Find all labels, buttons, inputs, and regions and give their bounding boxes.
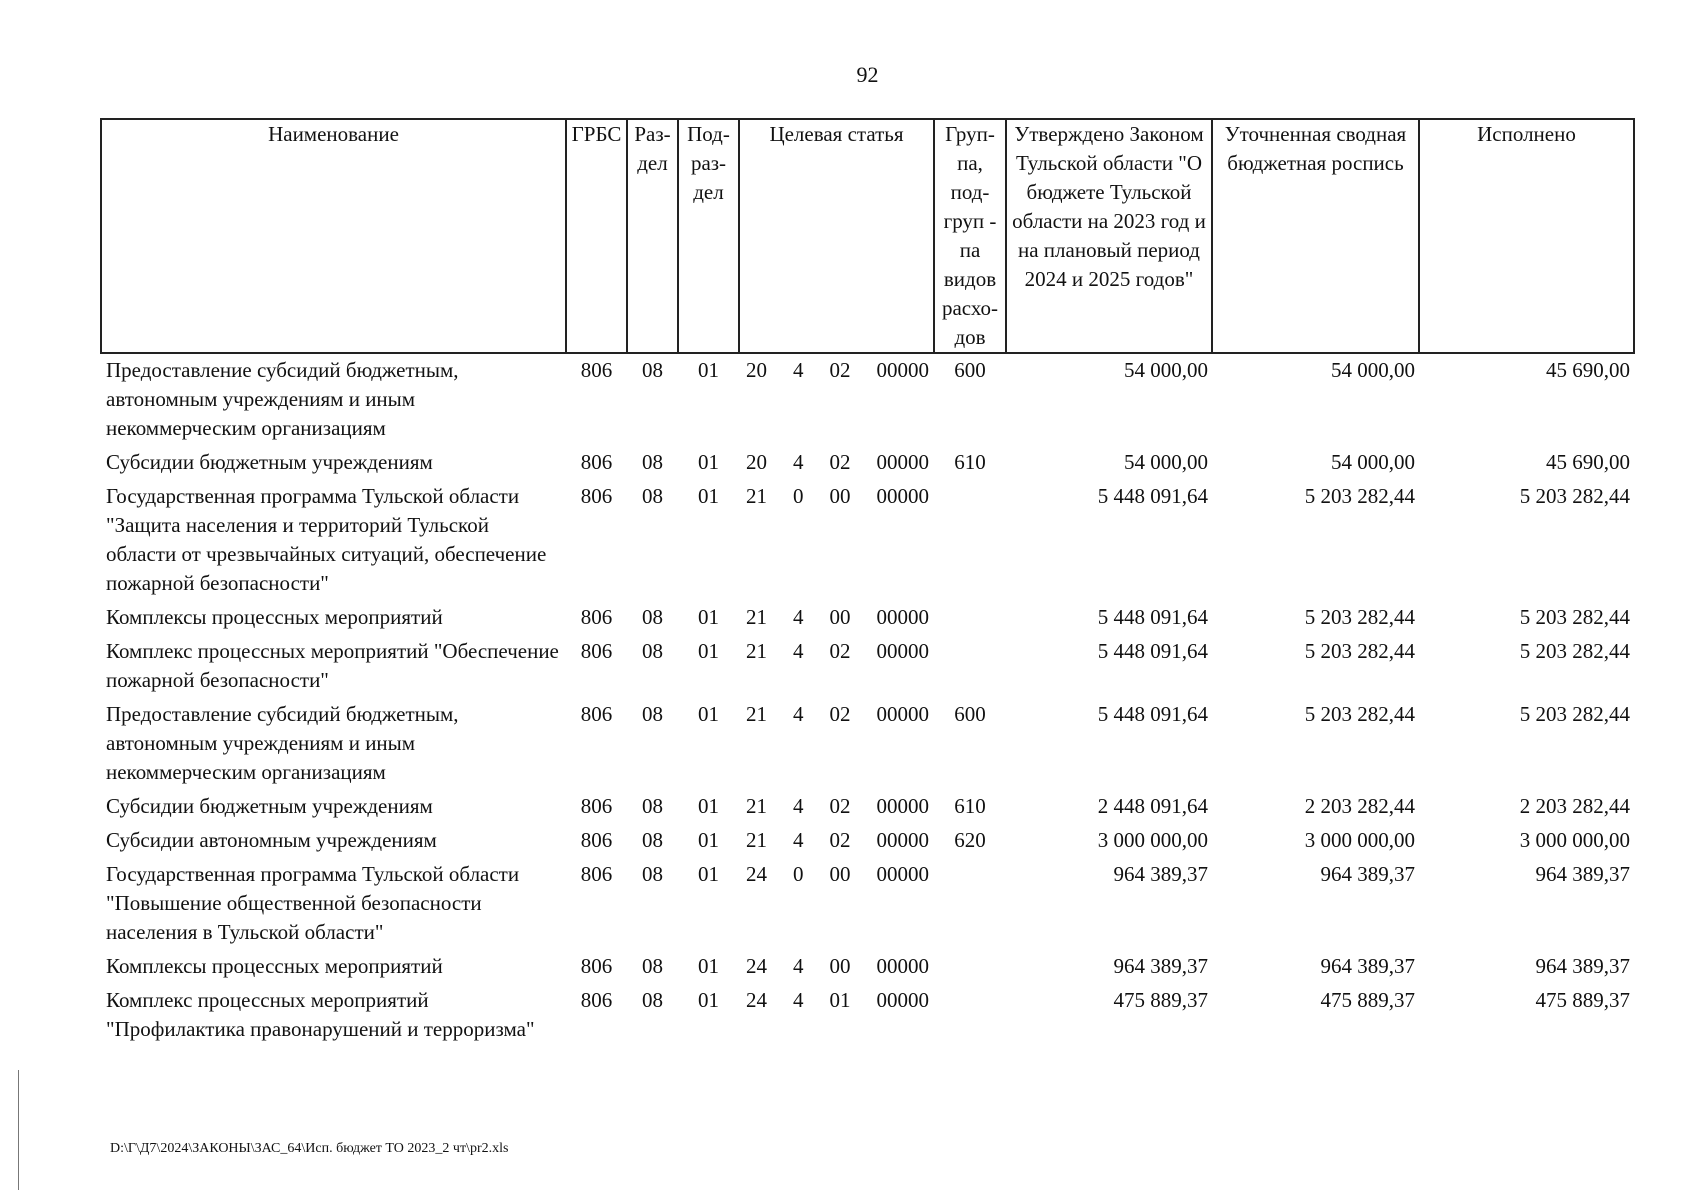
- cell-grbs: 806: [580, 639, 613, 663]
- table-body: [101, 353, 1634, 1049]
- target-article-part-1: 21: [746, 794, 767, 818]
- cell-refined: 5 203 282,44: [1304, 484, 1415, 508]
- cell-razdel: 08: [642, 358, 663, 382]
- table-row: [101, 792, 1634, 826]
- cell-podrazdel: 01: [698, 988, 719, 1012]
- cell-grbs: 806: [580, 862, 613, 886]
- cell-group: 620: [954, 828, 986, 852]
- cell-refined: 54 000,00: [1331, 450, 1415, 474]
- target-article-part-4: 00000: [876, 988, 929, 1012]
- table-row: [101, 448, 1634, 482]
- target-article-part-3: 02: [829, 794, 851, 818]
- table-row: [101, 700, 1634, 792]
- cell-refined: 964 389,37: [1320, 954, 1415, 978]
- cell-razdel: 08: [642, 702, 663, 726]
- cell-refined: 5 203 282,44: [1304, 605, 1415, 629]
- target-article-part-4: 00000: [876, 484, 929, 508]
- cell-podrazdel: 01: [698, 484, 719, 508]
- cell-name: Комплексы процессных мероприятий: [106, 954, 443, 978]
- table-row: [101, 860, 1634, 952]
- cell-grbs: 806: [580, 450, 613, 474]
- header-approved: Утверждено Законом Тульской области "О бюджете Тульской области на 2023 год и на плановый период 2024 и 2025 годов": [1006, 119, 1212, 353]
- target-article-part-2: 4: [793, 450, 804, 474]
- cell-refined: 5 203 282,44: [1304, 702, 1415, 726]
- cell-group: 600: [954, 702, 986, 726]
- cell-razdel: 08: [642, 484, 663, 508]
- cell-approved: 54 000,00: [1124, 358, 1208, 382]
- target-article-part-2: 4: [793, 358, 804, 382]
- cell-name: Субсидии бюджетным учреждениям: [106, 450, 433, 474]
- cell-name: Субсидии бюджетным учреждениям: [106, 794, 433, 818]
- cell-approved: 5 448 091,64: [1097, 484, 1208, 508]
- cell-target-article: [739, 952, 934, 986]
- target-article-part-1: 21: [746, 484, 767, 508]
- table-row: [101, 637, 1634, 700]
- target-article-part-4: 00000: [876, 828, 929, 852]
- cell-approved: 5 448 091,64: [1097, 702, 1208, 726]
- cell-executed: 5 203 282,44: [1519, 605, 1630, 629]
- cell-target-article: [739, 448, 934, 482]
- file-path-footer: D:\Г\Д7\2024\ЗАКОНЫ\ЗАС_64\Исп. бюджет ТО 2023_2 чт\pr2.xls: [110, 1141, 509, 1156]
- cell-name: Предоставление субсидий бюджетным, автономным учреждениям и иным некоммерческим организациям: [106, 358, 459, 440]
- cell-group: 610: [954, 450, 986, 474]
- target-article-part-3: 02: [829, 639, 851, 663]
- cell-group: [934, 986, 1006, 1049]
- cell-grbs: 806: [580, 794, 613, 818]
- cell-grbs: 806: [580, 988, 613, 1012]
- cell-executed: 2 203 282,44: [1519, 794, 1630, 818]
- cell-target-article: [739, 603, 934, 637]
- cell-podrazdel: 01: [698, 828, 719, 852]
- cell-refined: 3 000 000,00: [1304, 828, 1415, 852]
- cell-target-article: [739, 860, 934, 952]
- cell-refined: 964 389,37: [1320, 862, 1415, 886]
- cell-grbs: 806: [580, 828, 613, 852]
- header-row: [101, 119, 1634, 353]
- header-executed: Исполнено: [1419, 119, 1634, 353]
- cell-approved: 964 389,37: [1113, 862, 1208, 886]
- table-row: [101, 482, 1634, 603]
- cell-approved: 54 000,00: [1124, 450, 1208, 474]
- target-article-part-4: 00000: [876, 862, 929, 886]
- cell-executed: 3 000 000,00: [1519, 828, 1630, 852]
- target-article-part-1: 21: [746, 828, 767, 852]
- cell-approved: 475 889,37: [1113, 988, 1208, 1012]
- cell-podrazdel: 01: [698, 794, 719, 818]
- cell-target-article: [739, 353, 934, 448]
- cell-executed: 45 690,00: [1546, 450, 1630, 474]
- cell-group: [934, 603, 1006, 637]
- cell-podrazdel: 01: [698, 862, 719, 886]
- cell-name: Комплексы процессных мероприятий: [106, 605, 443, 629]
- target-article-part-2: 0: [793, 484, 804, 508]
- cell-approved: 5 448 091,64: [1097, 639, 1208, 663]
- cell-grbs: 806: [580, 954, 613, 978]
- target-article-part-1: 21: [746, 702, 767, 726]
- target-article-part-3: 02: [829, 358, 851, 382]
- cell-target-article: [739, 482, 934, 603]
- cell-razdel: 08: [642, 639, 663, 663]
- target-article-part-1: 21: [746, 639, 767, 663]
- cell-name: Предоставление субсидий бюджетным, автономным учреждениям и иным некоммерческим организациям: [106, 702, 459, 784]
- target-article-part-2: 4: [793, 605, 804, 629]
- target-article-part-2: 4: [793, 988, 804, 1012]
- cell-podrazdel: 01: [698, 639, 719, 663]
- header-name: Наименование: [101, 119, 566, 353]
- cell-target-article: [739, 792, 934, 826]
- cell-target-article: [739, 700, 934, 792]
- cell-podrazdel: 01: [698, 954, 719, 978]
- target-article-part-4: 00000: [876, 450, 929, 474]
- cell-podrazdel: 01: [698, 450, 719, 474]
- target-article-part-1: 24: [746, 988, 767, 1012]
- cell-name: Субсидии автономным учреждениям: [106, 828, 437, 852]
- target-article-part-3: 00: [829, 954, 851, 978]
- target-article-part-1: 24: [746, 954, 767, 978]
- target-article-part-2: 4: [793, 794, 804, 818]
- cell-grbs: 806: [580, 605, 613, 629]
- target-article-part-4: 00000: [876, 605, 929, 629]
- cell-name: Государственная программа Тульской области "Повышение общественной безопасности населения в Тульской области": [106, 862, 520, 944]
- cell-group: [934, 637, 1006, 700]
- cell-approved: 964 389,37: [1113, 954, 1208, 978]
- cell-group: [934, 952, 1006, 986]
- target-article-part-3: 00: [829, 862, 851, 886]
- target-article-part-2: 4: [793, 954, 804, 978]
- target-article-part-4: 00000: [876, 954, 929, 978]
- target-article-part-2: 4: [793, 639, 804, 663]
- target-article-part-1: 24: [746, 862, 767, 886]
- table-row: [101, 952, 1634, 986]
- cell-razdel: 08: [642, 862, 663, 886]
- budget-table: [100, 118, 1635, 1049]
- cell-razdel: 08: [642, 794, 663, 818]
- target-article-part-2: 4: [793, 828, 804, 852]
- target-article-part-3: 02: [829, 828, 851, 852]
- cell-name: Государственная программа Тульской области "Защита населения и территорий Тульской области от чрезвычайных ситуаций, обеспечение пожарной безопасности": [106, 484, 547, 595]
- cell-target-article: [739, 986, 934, 1049]
- cell-executed: 475 889,37: [1535, 988, 1630, 1012]
- table-row: [101, 986, 1634, 1049]
- cell-executed: 964 389,37: [1535, 862, 1630, 886]
- cell-podrazdel: 01: [698, 358, 719, 382]
- target-article-part-4: 00000: [876, 794, 929, 818]
- cell-group: 600: [954, 358, 986, 382]
- header-grbs: ГРБС: [566, 119, 627, 353]
- cell-podrazdel: 01: [698, 702, 719, 726]
- cell-approved: 5 448 091,64: [1097, 605, 1208, 629]
- cell-executed: 964 389,37: [1535, 954, 1630, 978]
- cell-refined: 475 889,37: [1320, 988, 1415, 1012]
- cell-executed: 5 203 282,44: [1519, 702, 1630, 726]
- cell-podrazdel: 01: [698, 605, 719, 629]
- header-group: Груп-па, под-груп - па видов расхо-дов: [934, 119, 1006, 353]
- target-article-part-3: 02: [829, 702, 851, 726]
- cell-executed: 5 203 282,44: [1519, 639, 1630, 663]
- header-refined: Уточненная сводная бюджетная роспись: [1212, 119, 1419, 353]
- cell-razdel: 08: [642, 605, 663, 629]
- cell-approved: 3 000 000,00: [1097, 828, 1208, 852]
- target-article-part-1: 20: [746, 358, 767, 382]
- cell-razdel: 08: [642, 954, 663, 978]
- target-article-part-3: 01: [829, 988, 851, 1012]
- cell-grbs: 806: [580, 358, 613, 382]
- cell-group: [934, 482, 1006, 603]
- cell-group: [934, 860, 1006, 952]
- cell-approved: 2 448 091,64: [1097, 794, 1208, 818]
- target-article-part-1: 21: [746, 605, 767, 629]
- cell-refined: 54 000,00: [1331, 358, 1415, 382]
- cell-grbs: 806: [580, 484, 613, 508]
- cell-executed: 5 203 282,44: [1519, 484, 1630, 508]
- target-article-part-3: 00: [829, 605, 851, 629]
- page-number: 92: [856, 62, 879, 87]
- header-razdel: Раз-дел: [627, 119, 678, 353]
- target-article-part-1: 20: [746, 450, 767, 474]
- cell-grbs: 806: [580, 702, 613, 726]
- table-row: [101, 826, 1634, 860]
- cell-refined: 2 203 282,44: [1304, 794, 1415, 818]
- header-podrazdel: Под-раз-дел: [678, 119, 739, 353]
- cell-razdel: 08: [642, 828, 663, 852]
- target-article-part-4: 00000: [876, 639, 929, 663]
- cell-target-article: [739, 637, 934, 700]
- target-article-part-2: 0: [793, 862, 804, 886]
- cell-razdel: 08: [642, 450, 663, 474]
- target-article-part-4: 00000: [876, 702, 929, 726]
- margin-line: [18, 1070, 19, 1190]
- cell-refined: 5 203 282,44: [1304, 639, 1415, 663]
- cell-name: Комплекс процессных мероприятий "Профилактика правонарушений и терроризма": [106, 988, 535, 1041]
- cell-razdel: 08: [642, 988, 663, 1012]
- cell-target-article: [739, 826, 934, 860]
- target-article-part-3: 02: [829, 450, 851, 474]
- cell-name: Комплекс процессных мероприятий "Обеспечение пожарной безопасности": [106, 639, 559, 692]
- header-target-article: Целевая статья: [739, 119, 934, 353]
- table-row: [101, 603, 1634, 637]
- target-article-part-2: 4: [793, 702, 804, 726]
- target-article-part-4: 00000: [876, 358, 929, 382]
- table-row: [101, 353, 1634, 448]
- cell-executed: 45 690,00: [1546, 358, 1630, 382]
- cell-group: 610: [954, 794, 986, 818]
- target-article-part-3: 00: [829, 484, 851, 508]
